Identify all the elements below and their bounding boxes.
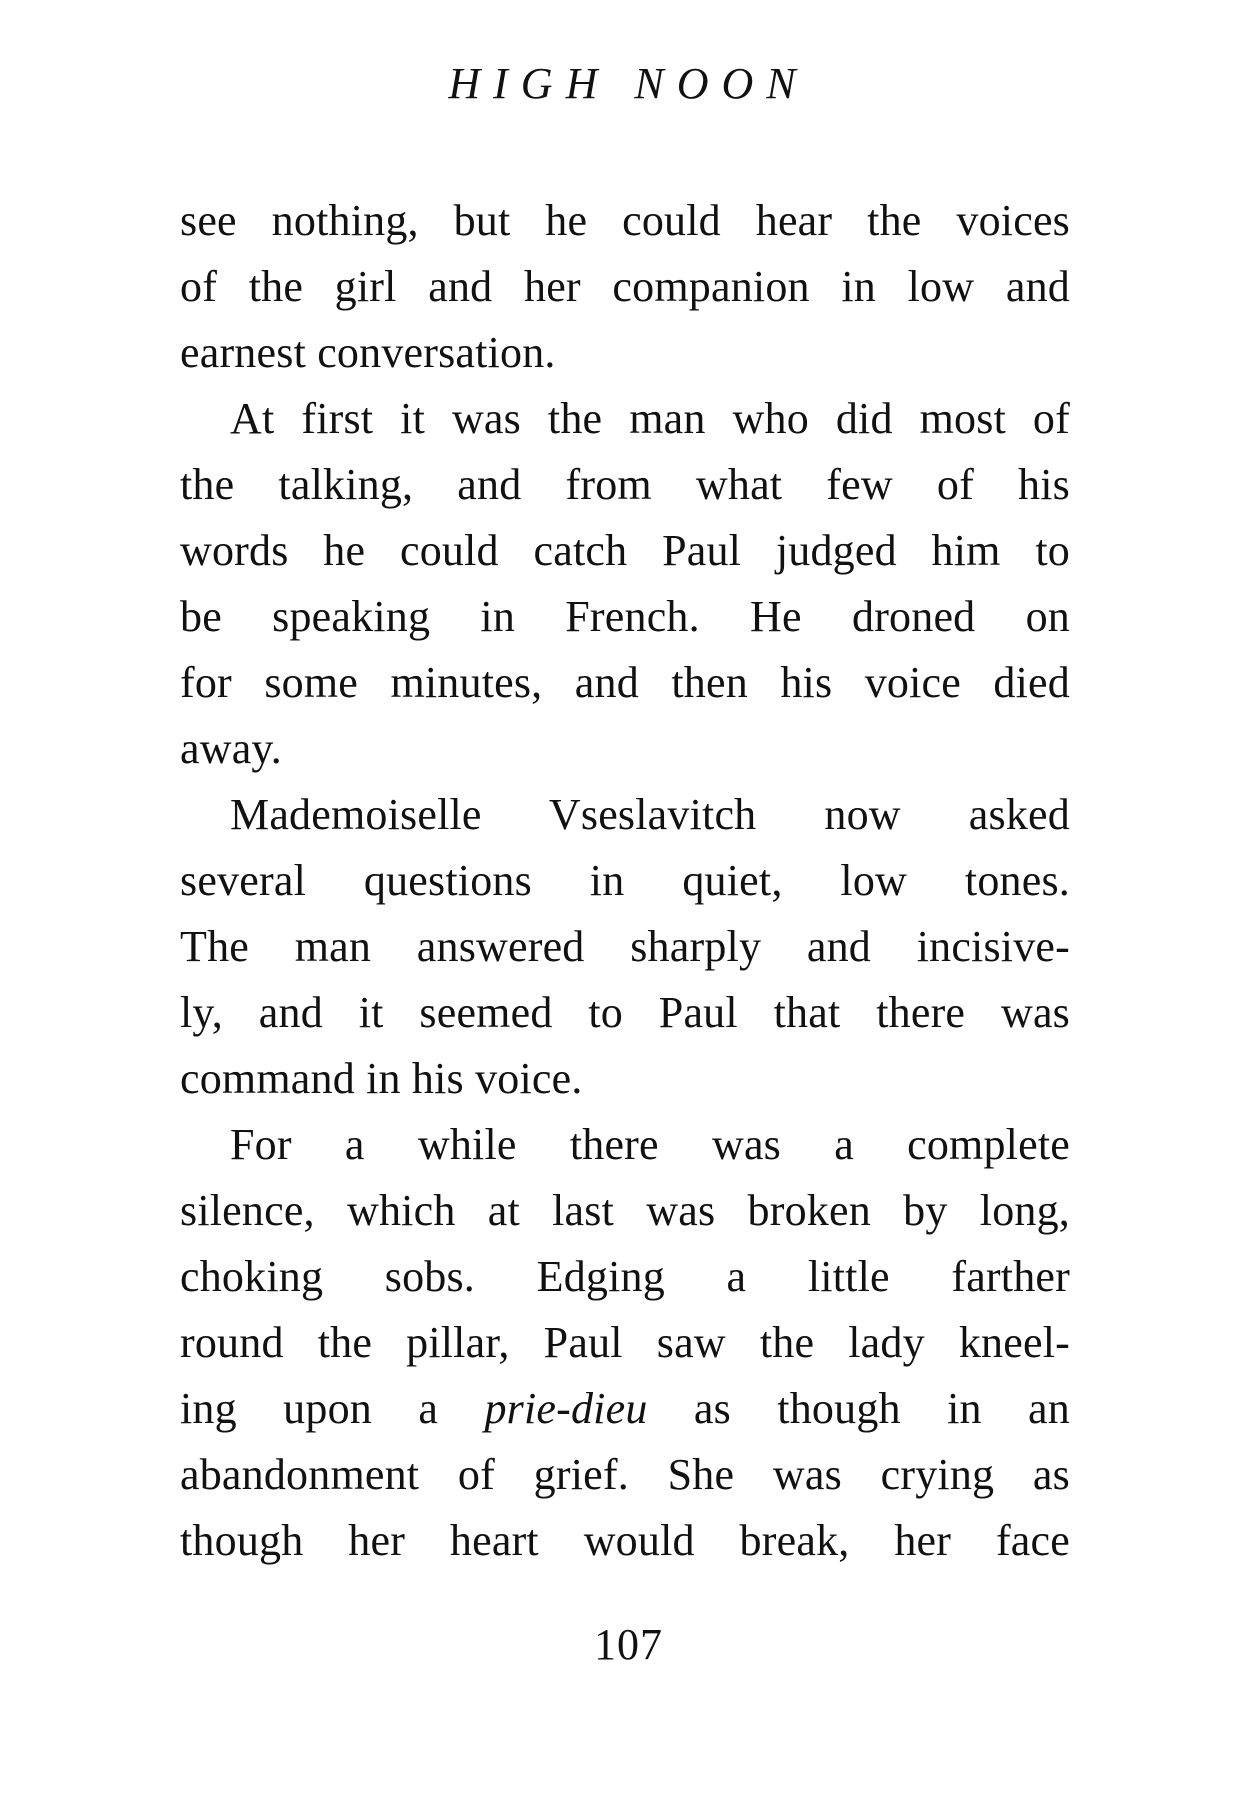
- text-line: command in his voice.: [180, 1054, 583, 1103]
- text-line: though her heart would break, her face: [180, 1516, 1070, 1565]
- text-line-with-italic: [180, 1376, 1070, 1442]
- text-line: earnest conversation.: [180, 328, 556, 377]
- page-number: 107: [594, 1620, 663, 1669]
- italic-term: prie-dieu: [484, 1384, 648, 1433]
- text-fragment: ing upon a: [180, 1384, 439, 1433]
- text-line: Mademoiselle Vseslavitch now asked: [230, 790, 1070, 839]
- text-line: see nothing, but he could hear the voices: [180, 196, 1070, 245]
- text-line: For a while there was a complete: [230, 1120, 1070, 1169]
- text-line: abandonment of grief. She was crying as: [180, 1450, 1070, 1499]
- text-line: round the pillar, Paul saw the lady kneel-: [180, 1318, 1070, 1367]
- text-fragment: as though in an: [693, 1384, 1070, 1433]
- body-text: [180, 188, 1070, 1574]
- text-line: several questions in quiet, low tones.: [180, 856, 1070, 905]
- text-line: ly, and it seemed to Paul that there was: [180, 988, 1070, 1037]
- text-line: of the girl and her companion in low and: [180, 262, 1070, 311]
- text-line: The man answered sharply and incisive-: [180, 922, 1070, 971]
- text-line: the talking, and from what few of his: [180, 460, 1070, 509]
- running-head: HIGH NOON: [448, 59, 809, 108]
- text-line: At first it was the man who did most of: [230, 394, 1070, 443]
- text-line: words he could catch Paul judged him to: [180, 526, 1070, 575]
- text-line: silence, which at last was broken by long,: [180, 1186, 1070, 1235]
- text-line: choking sobs. Edging a little farther: [180, 1252, 1070, 1301]
- text-line: for some minutes, and then his voice died: [180, 658, 1070, 707]
- text-line: be speaking in French. He droned on: [180, 592, 1070, 641]
- text-line: away.: [180, 724, 282, 773]
